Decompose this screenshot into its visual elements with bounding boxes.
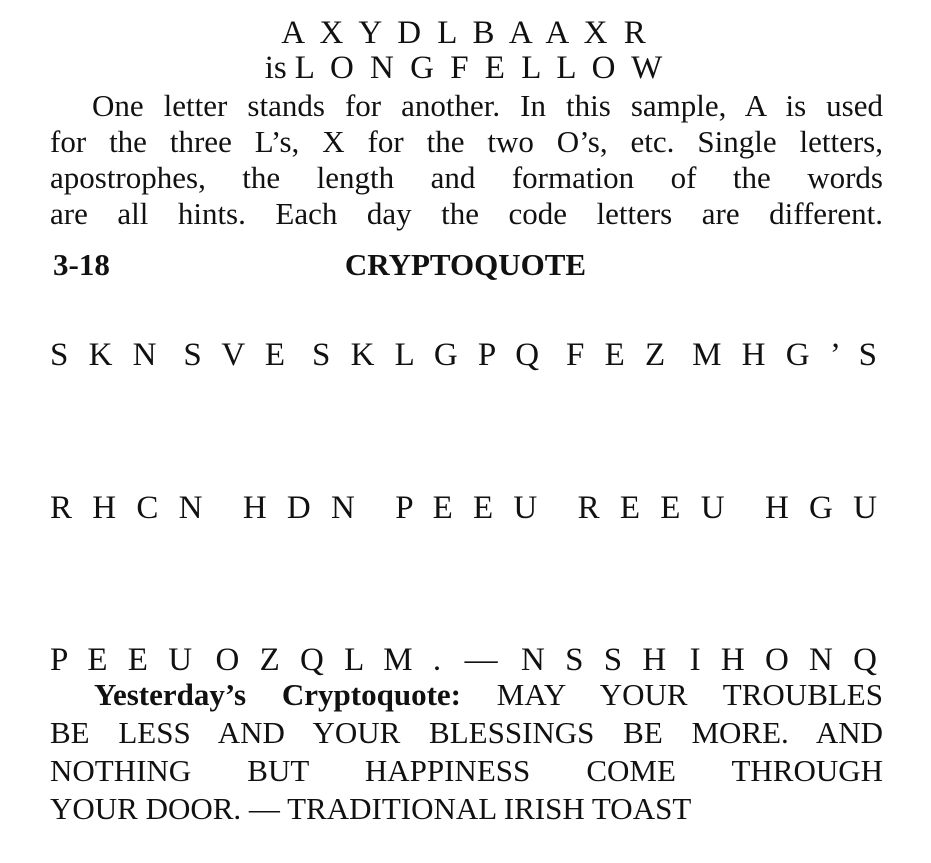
code-word: S K N (50, 337, 163, 373)
code-word: R H C N (50, 490, 209, 526)
code-word: H G U (764, 490, 883, 526)
puzzle-date: 3-18 (53, 247, 110, 282)
code-dash: — (464, 642, 504, 678)
sample-answer-text: L O N G F E L L O W (294, 50, 667, 86)
yesterday-answer-text: MAY YOUR TROUBLES (460, 677, 883, 712)
yesterday-answer-line: NOTHING BUT HAPPINESS COME THROUGH (50, 753, 883, 788)
code-word: N S S H (521, 642, 673, 678)
yesterday-answer-paragraph (50, 676, 883, 828)
puzzle-title: CRYPTOQUOTE (344, 247, 587, 282)
code-word: S K L G P Q (311, 337, 546, 373)
yesterday-answer-line (50, 676, 883, 714)
yesterday-answer-line: YOUR DOOR. — TRADITIONAL IRISH TOAST (50, 791, 692, 826)
code-word: P E E U (395, 490, 544, 526)
code-word: O Z Q L M . (215, 642, 448, 678)
instructions-paragraph (50, 88, 883, 232)
code-word: M H G ’ S (692, 337, 883, 373)
puzzle-code-line (50, 640, 883, 680)
code-word: I H O N Q (689, 642, 883, 678)
yesterday-answer-line: BE LESS AND YOUR BLESSINGS BE MORE. AND (50, 715, 883, 750)
yesterday-label: Yesterday’s Cryptoquote: (94, 677, 461, 712)
code-word: R E E U (577, 490, 731, 526)
code-word: P E E U (50, 642, 199, 678)
puzzle-header (0, 247, 931, 285)
instructions-line: One letter stands for another. In this sample, A is used (92, 88, 883, 123)
instructions-line: for the three L’s, X for the two O’s, etc. Single letters, (50, 124, 883, 159)
puzzle-code-line (50, 335, 883, 375)
instructions-line: apostrophes, the length and formation of the words (50, 160, 883, 195)
instructions-line: are all hints. Each day the code letters are different. (50, 196, 883, 231)
sample-is-word: is (264, 50, 287, 86)
code-word: F E Z (566, 337, 672, 373)
code-word: H D N (242, 490, 361, 526)
puzzle-code-line (50, 488, 883, 528)
sample-code-text: A X Y D L B A A X R (281, 15, 650, 51)
sample-answer-line (0, 50, 931, 86)
code-word: S V E (183, 337, 292, 373)
